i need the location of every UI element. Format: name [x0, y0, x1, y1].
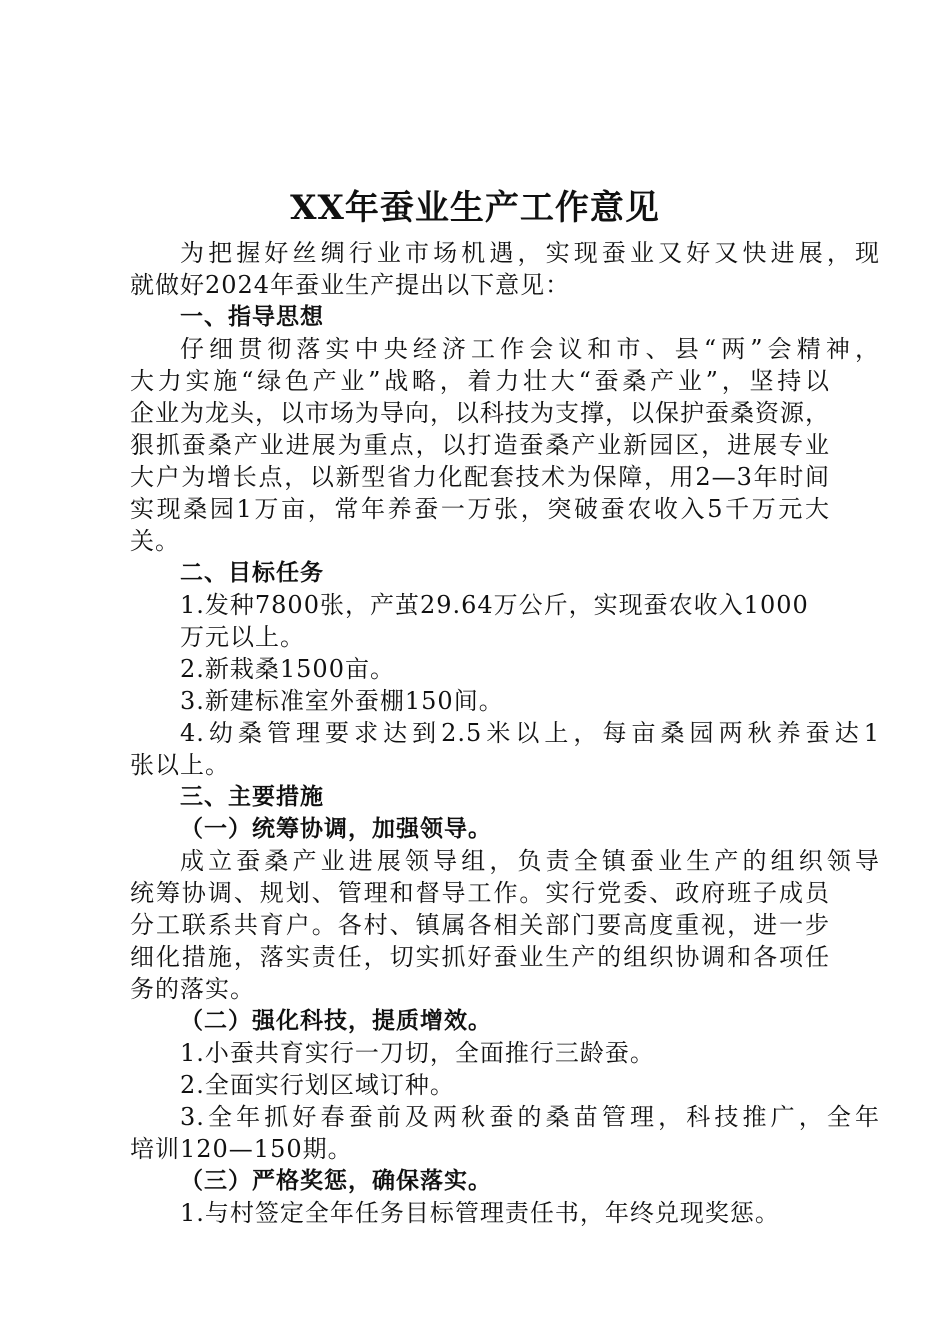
document-title: XX年蚕业生产工作意见 — [290, 188, 660, 228]
paragraph-line: 关。 — [130, 527, 180, 555]
intro-line: 为把握好丝绸行业市场机遇，实现蚕业又好又快进展，现 — [180, 239, 880, 267]
section-heading-guiding-ideology: 一、指导思想 — [180, 304, 324, 330]
list-item: 2.新栽桑1500亩。 — [180, 655, 395, 683]
paragraph-line: 统筹协调、规划、管理和督导工作。实行党委、政府班子成员 — [130, 879, 830, 907]
paragraph-line: 企业为龙头，以市场为导向，以科技为支撑，以保护蚕桑资源， — [130, 399, 830, 427]
paragraph-line: 分工联系共育户。各村、镇属各相关部门要高度重视，进一步 — [130, 911, 830, 939]
paragraph-line: 仔细贯彻落实中央经济工作会议和市、县“两”会精神， — [180, 335, 880, 363]
list-item: 1.小蚕共育实行一刀切，全面推行三龄蚕。 — [180, 1039, 655, 1067]
paragraph-line: 细化措施，落实责任，切实抓好蚕业生产的组织协调和各项任 — [130, 943, 830, 971]
list-item: 1.发种7800张，产茧29.64万公斤，实现蚕农收入1000 — [180, 591, 809, 619]
paragraph-line: 大户为增长点，以新型省力化配套技术为保障，用2—3年时间 — [130, 463, 830, 491]
list-item: 张以上。 — [130, 751, 230, 779]
paragraph-line: 成立蚕桑产业进展领导组，负责全镇蚕业生产的组织领导 — [180, 847, 880, 875]
list-item: 2.全面实行划区域订种。 — [180, 1071, 455, 1099]
section-heading-target-tasks: 二、目标任务 — [180, 560, 324, 586]
subsection-heading-technology: （二）强化科技，提质增效。 — [180, 1008, 492, 1034]
paragraph-line: 务的落实。 — [130, 975, 255, 1003]
subsection-heading-coordination: （一）统筹协调，加强领导。 — [180, 816, 492, 842]
list-item: 3.新建标准室外蚕棚150间。 — [180, 687, 504, 715]
list-item: 培训120—150期。 — [130, 1135, 353, 1163]
paragraph-line: 狠抓蚕桑产业进展为重点，以打造蚕桑产业新园区，进展专业 — [130, 431, 830, 459]
subsection-heading-rewards: （三）严格奖惩，确保落实。 — [180, 1168, 492, 1194]
section-heading-main-measures: 三、主要措施 — [180, 784, 324, 810]
paragraph-line: 实现桑园1万亩，常年养蚕一万张，突破蚕农收入5千万元大 — [130, 495, 830, 523]
list-item: 4.幼桑管理要求达到2.5米以上，每亩桑园两秋养蚕达1 — [180, 719, 880, 747]
intro-line: 就做好2024年蚕业生产提出以下意见： — [130, 271, 571, 299]
paragraph-line: 大力实施“绿色产业”战略，着力壮大“蚕桑产业”，坚持以 — [130, 367, 830, 395]
list-item: 1.与村签定全年任务目标管理责任书，年终兑现奖惩。 — [180, 1199, 780, 1227]
list-item: 万元以上。 — [180, 623, 305, 651]
list-item: 3.全年抓好春蚕前及两秋蚕的桑苗管理，科技推广，全年 — [180, 1103, 880, 1131]
